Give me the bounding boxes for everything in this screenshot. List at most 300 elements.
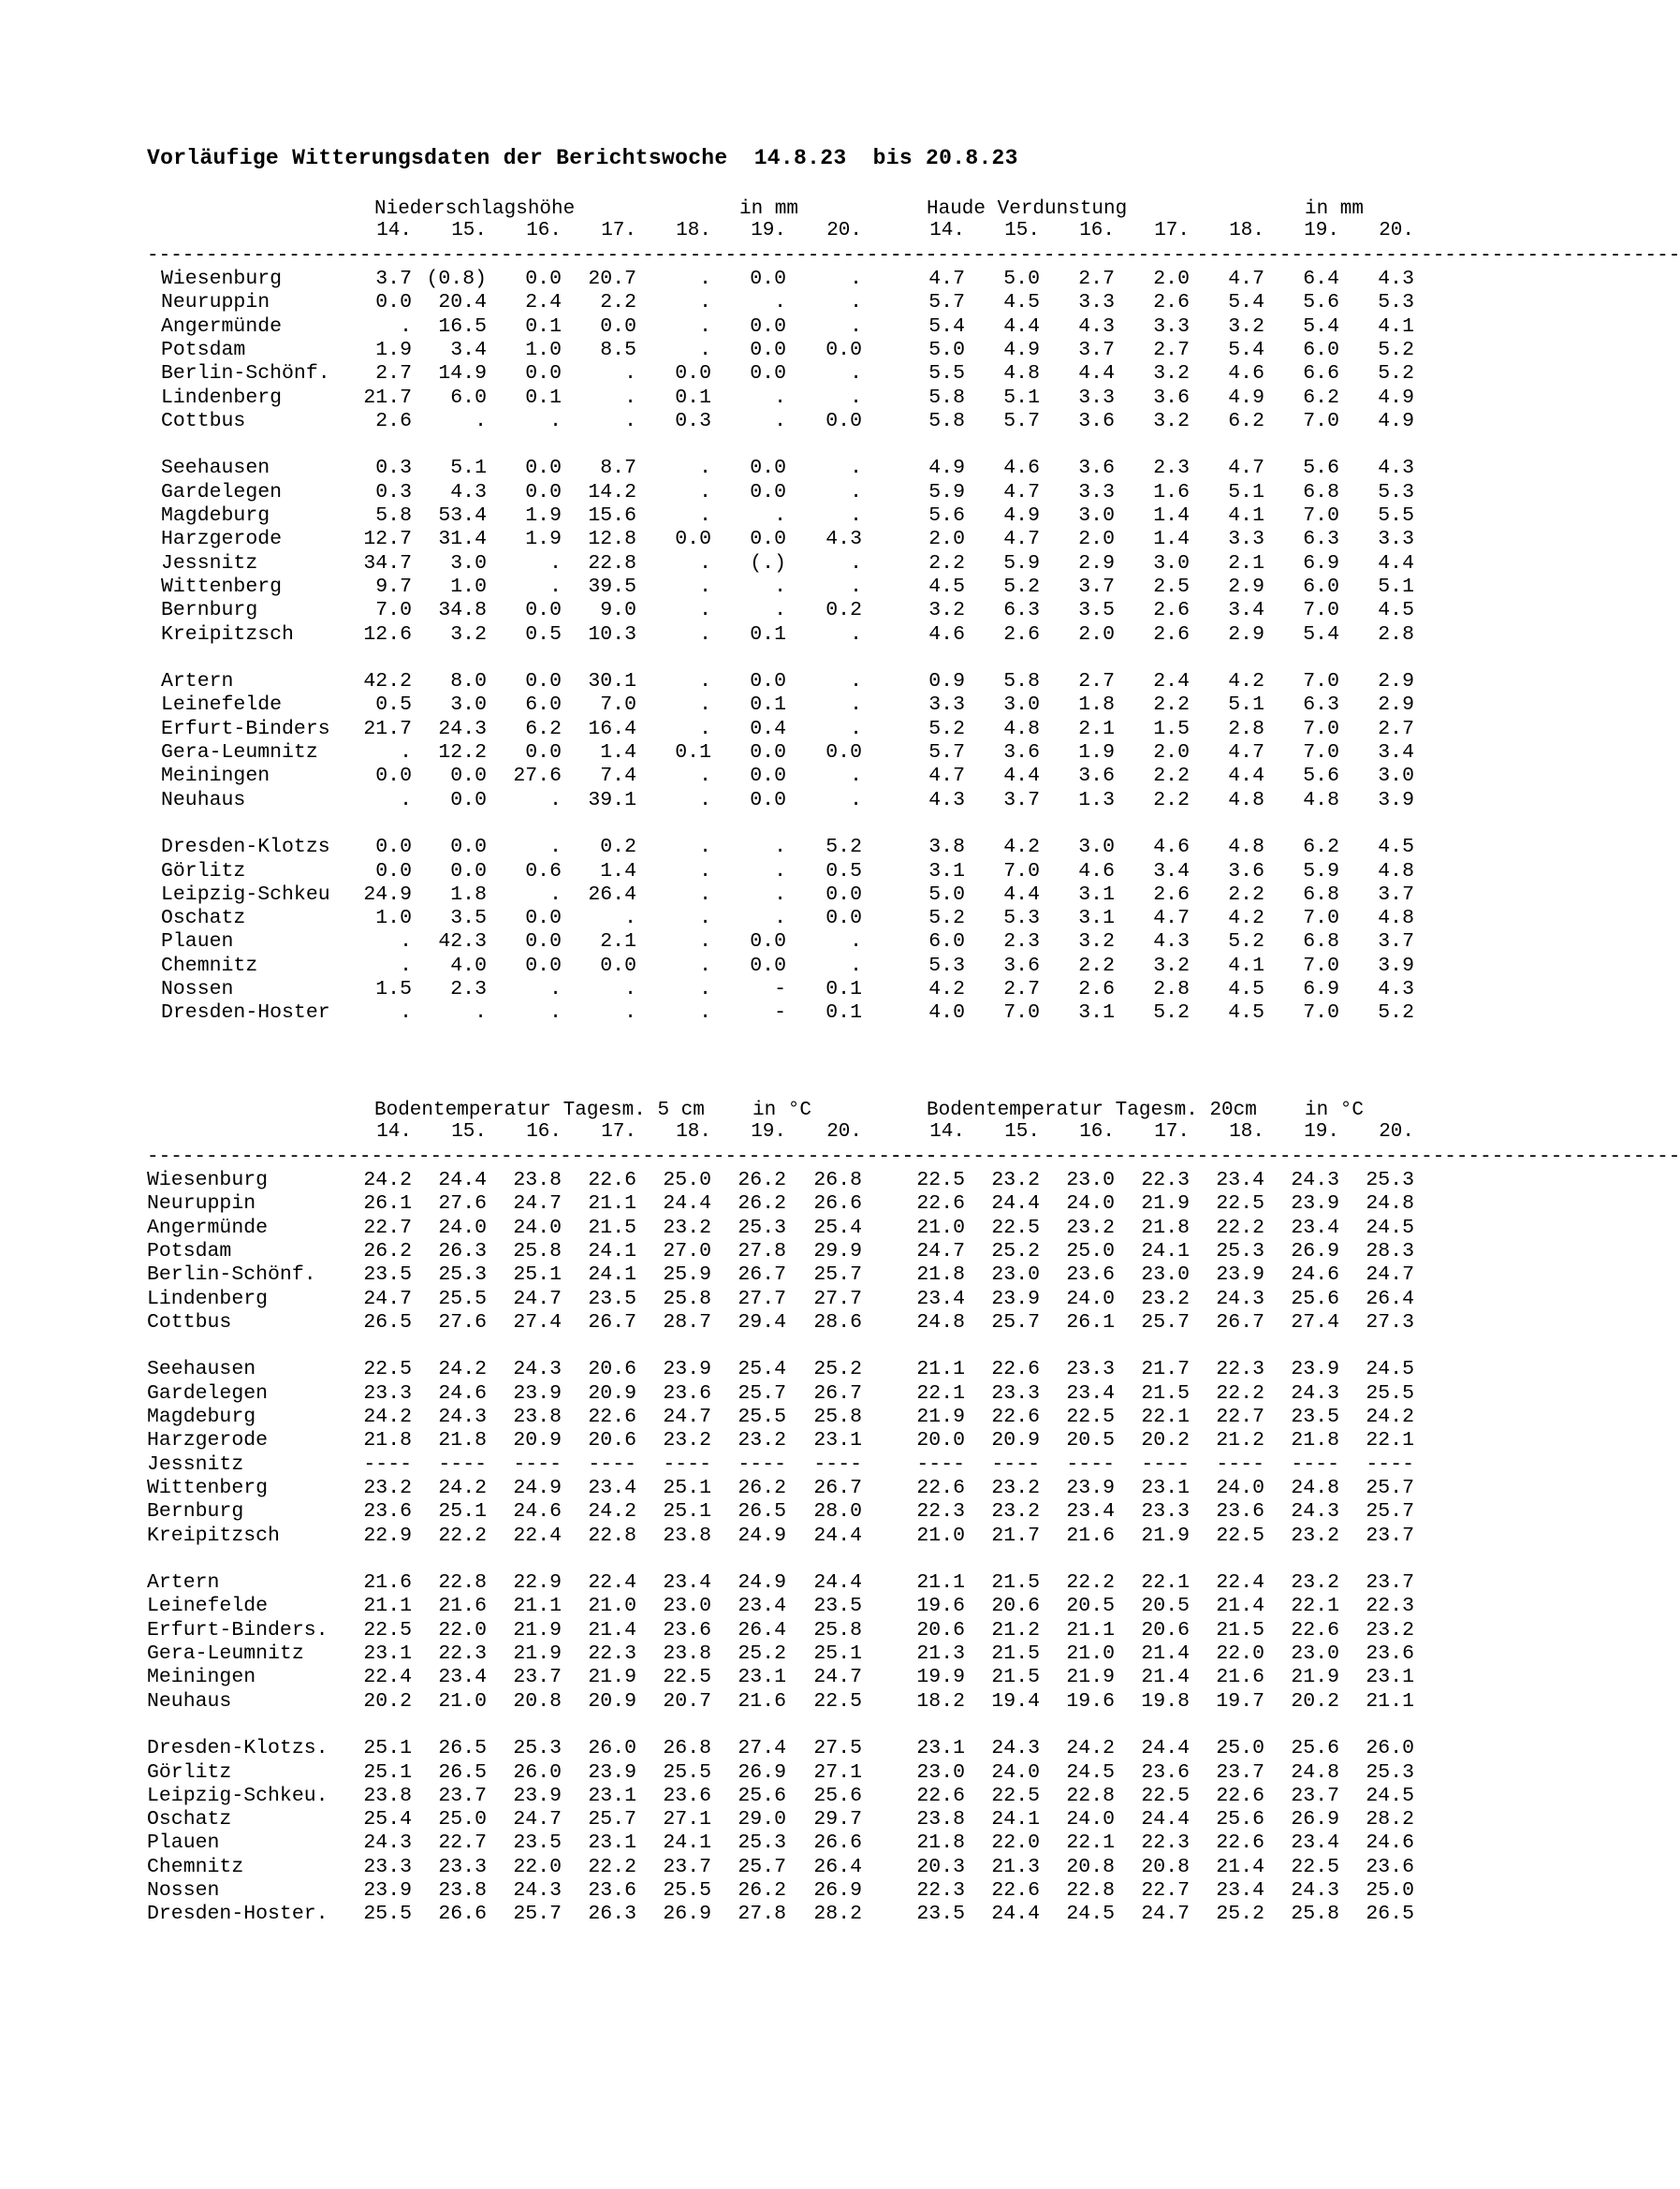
table-row	[0, 1903, 1548, 1926]
left-value-cell: 34.8	[438, 599, 487, 622]
right-value-cell: 3.6	[1003, 741, 1040, 764]
left-value-cell: 23.2	[663, 1429, 711, 1452]
right-value-cell: 24.5	[1366, 1784, 1414, 1807]
left-value-cell: 24.9	[363, 883, 412, 906]
station-name: Angermünde	[147, 1216, 269, 1239]
station-name: Gera-Leumnitz	[161, 741, 318, 764]
right-value-cell: 4.7	[1003, 480, 1040, 503]
left-value-cell: 24.9	[738, 1524, 786, 1547]
left-value-cell: 25.4	[813, 1216, 862, 1239]
left-value-cell: 7.4	[600, 765, 636, 788]
right-value-cell: 21.7	[1141, 1358, 1190, 1381]
station-name: Angermünde	[161, 314, 283, 338]
table-row	[0, 1263, 1548, 1287]
table-row	[0, 481, 1548, 504]
left-value-cell: .	[699, 314, 711, 338]
right-value-cell: 4.4	[1378, 551, 1414, 575]
left-value-cell: 25.5	[663, 1879, 711, 1902]
left-value-cell: 0.0	[675, 362, 711, 386]
left-value-cell: .	[699, 670, 711, 693]
right-value-cell: 20.2	[1141, 1429, 1190, 1452]
station-name: Harzgerode	[161, 528, 283, 551]
right-value-cell: 23.5	[1291, 1406, 1339, 1428]
right-value-cell: ----	[1141, 1452, 1190, 1476]
station-name: Oschatz	[147, 1808, 232, 1831]
left-value-cell: 29.9	[813, 1239, 862, 1262]
section1-right-rule: -------------------------------------------------------------------	[890, 245, 1680, 267]
left-value-cell: .	[774, 504, 786, 527]
right-value-cell: 4.1	[1228, 504, 1264, 527]
left-value-cell: .	[699, 788, 711, 811]
left-value-cell: 24.4	[813, 1524, 862, 1547]
left-value-cell: 25.7	[738, 1855, 786, 1878]
left-value-cell: .	[850, 622, 862, 646]
left-value-cell: 15.6	[588, 504, 636, 527]
right-value-cell: 5.0	[1003, 268, 1040, 290]
right-value-cell: 23.2	[991, 1476, 1040, 1499]
right-value-cell: 22.1	[1141, 1406, 1190, 1428]
table-row	[0, 741, 1548, 765]
left-value-cell: 22.5	[663, 1666, 711, 1689]
right-value-cell: 2.0	[1153, 268, 1190, 290]
left-value-cell: 24.3	[438, 1406, 487, 1428]
left-value-cell: 23.6	[363, 1500, 412, 1524]
left-value-cell: 20.8	[513, 1689, 562, 1713]
right-value-cell: 2.2	[928, 551, 965, 575]
left-value-cell: 0.1	[825, 978, 862, 1000]
left-value-cell: 27.4	[738, 1737, 786, 1760]
right-value-cell: 3.2	[1153, 954, 1190, 977]
left-value-cell: 0.0	[825, 907, 862, 930]
left-value-cell: 23.5	[513, 1831, 562, 1855]
left-value-cell: (.)	[750, 551, 786, 575]
left-value-cell: 34.7	[363, 551, 412, 575]
right-value-cell: 24.1	[1141, 1239, 1190, 1262]
right-value-cell: 24.4	[1141, 1737, 1190, 1760]
left-value-cell: .	[850, 551, 862, 575]
right-value-cell: 5.8	[928, 409, 965, 432]
right-value-cell: 4.9	[1378, 409, 1414, 432]
left-value-cell: 25.4	[738, 1358, 786, 1381]
left-value-cell: .	[699, 504, 711, 527]
station-name: Meiningen	[161, 765, 270, 788]
left-value-cell: 1.0	[450, 575, 487, 598]
left-value-cell: 0.6	[525, 859, 562, 883]
left-value-cell: 0.4	[750, 717, 786, 740]
left-value-cell: .	[850, 717, 862, 740]
right-value-cell: 4.7	[1228, 457, 1264, 480]
left-value-cell: 25.7	[813, 1263, 862, 1287]
left-value-cell: 21.7	[363, 386, 412, 409]
right-value-cell: 23.1	[1141, 1476, 1190, 1499]
left-value-cell: 22.2	[588, 1855, 636, 1878]
right-value-cell: 23.3	[1066, 1358, 1115, 1381]
station-name: Seehausen	[161, 457, 270, 480]
left-value-cell: 25.0	[663, 1169, 711, 1191]
right-value-cell: 23.0	[1291, 1642, 1339, 1665]
table-row	[0, 1406, 1548, 1429]
section1-right-day-18: 18.	[1229, 220, 1264, 241]
left-value-cell: 27.0	[663, 1239, 711, 1262]
right-value-cell: 23.9	[1216, 1263, 1264, 1287]
right-value-cell: 4.2	[1003, 836, 1040, 859]
table-row	[0, 1642, 1548, 1666]
right-value-cell: 24.4	[991, 1192, 1040, 1216]
left-value-cell: 23.6	[663, 1784, 711, 1807]
right-value-cell: 25.3	[1216, 1239, 1264, 1262]
station-name: Cottbus	[161, 409, 246, 432]
right-value-cell: 26.7	[1216, 1310, 1264, 1334]
left-value-cell: 25.7	[588, 1808, 636, 1831]
left-value-cell: 20.9	[588, 1689, 636, 1713]
left-value-cell: 16.5	[438, 314, 487, 338]
table-row	[0, 1240, 1548, 1263]
left-value-cell: 21.6	[738, 1689, 786, 1713]
section2-left-day-16: 16.	[526, 1121, 562, 1143]
right-value-cell: 4.5	[1228, 1001, 1264, 1025]
left-value-cell: .	[699, 693, 711, 717]
left-value-cell: 26.5	[438, 1737, 487, 1760]
station-name: Potsdam	[161, 338, 246, 361]
table-row	[0, 1690, 1548, 1714]
left-value-cell: 6.2	[525, 717, 562, 740]
right-value-cell: 6.0	[1303, 575, 1339, 598]
right-value-cell: 22.1	[1291, 1595, 1339, 1618]
left-value-cell: 0.5	[375, 693, 412, 717]
right-value-cell: 3.1	[1078, 1001, 1115, 1025]
station-name: Seehausen	[147, 1358, 256, 1381]
right-value-cell: 7.0	[1303, 1001, 1339, 1025]
left-value-cell: 26.2	[738, 1476, 786, 1499]
table-row	[0, 1477, 1548, 1500]
left-value-cell: 25.8	[813, 1406, 862, 1428]
left-value-cell: .	[850, 362, 862, 386]
left-value-cell: 0.5	[525, 622, 562, 646]
right-value-cell: 7.0	[1303, 741, 1339, 764]
right-value-cell: 5.1	[1228, 693, 1264, 717]
left-value-cell: 27.1	[813, 1760, 862, 1784]
right-value-cell: 6.3	[1003, 599, 1040, 622]
station-name: Dresden-Hoster.	[147, 1903, 329, 1926]
right-value-cell: 5.3	[1378, 291, 1414, 314]
right-value-cell: 2.4	[1153, 670, 1190, 693]
left-value-cell: 22.3	[438, 1642, 487, 1665]
left-value-cell: 21.6	[438, 1595, 487, 1618]
right-value-cell: 2.9	[1378, 670, 1414, 693]
right-value-cell: 26.9	[1291, 1239, 1339, 1262]
right-value-cell: ----	[1366, 1452, 1414, 1476]
right-value-cell: 5.3	[1378, 480, 1414, 503]
right-value-cell: 22.6	[916, 1192, 965, 1216]
station-name: Oschatz	[161, 907, 246, 930]
right-value-cell: 22.2	[1216, 1216, 1264, 1239]
right-value-cell: 21.9	[1291, 1666, 1339, 1689]
right-value-cell: 23.7	[1291, 1784, 1339, 1807]
right-value-cell: 22.5	[991, 1784, 1040, 1807]
left-value-cell: 23.5	[813, 1595, 862, 1618]
station-name: Lindenberg	[147, 1287, 269, 1310]
right-value-cell: 25.2	[1216, 1903, 1264, 1926]
table-row	[0, 1358, 1548, 1381]
left-value-cell: 27.1	[663, 1808, 711, 1831]
left-value-cell: 23.8	[513, 1406, 562, 1428]
left-value-cell: 24.7	[513, 1808, 562, 1831]
right-value-cell: 6.8	[1303, 480, 1339, 503]
left-value-cell: 23.9	[588, 1760, 636, 1784]
left-value-cell: 23.8	[663, 1642, 711, 1665]
right-value-cell: 2.9	[1378, 693, 1414, 717]
right-value-cell: 20.6	[916, 1618, 965, 1642]
left-value-cell: 22.0	[438, 1618, 487, 1642]
right-value-cell: 2.0	[928, 528, 965, 551]
left-value-cell: 25.3	[738, 1216, 786, 1239]
right-value-cell: 2.7	[1078, 268, 1115, 290]
right-value-cell: 4.6	[1003, 457, 1040, 480]
right-value-cell: 4.9	[1003, 504, 1040, 527]
right-value-cell: 4.3	[1078, 314, 1115, 338]
right-value-cell: 23.1	[916, 1737, 965, 1760]
left-value-cell: 26.4	[588, 883, 636, 906]
left-value-cell: 0.2	[600, 836, 636, 859]
left-value-cell: 21.9	[513, 1618, 562, 1642]
left-value-cell: .	[850, 504, 862, 527]
left-value-cell: 0.0	[750, 765, 786, 788]
right-value-cell: 5.3	[1003, 907, 1040, 930]
left-value-cell: 20.4	[438, 291, 487, 314]
left-value-cell: 22.0	[513, 1855, 562, 1878]
right-value-cell: 28.3	[1366, 1239, 1414, 1262]
left-value-cell: 0.0	[525, 599, 562, 622]
left-value-cell: 2.6	[375, 409, 412, 432]
left-value-cell: .	[699, 954, 711, 977]
right-value-cell: 25.6	[1291, 1737, 1339, 1760]
left-value-cell: 25.0	[438, 1808, 487, 1831]
left-value-cell: 25.3	[438, 1263, 487, 1287]
right-value-cell: 2.1	[1078, 717, 1115, 740]
right-value-cell: 2.5	[1153, 575, 1190, 598]
table-row	[0, 387, 1548, 410]
section1-right-day-17: 17.	[1154, 220, 1190, 241]
table-row	[0, 552, 1548, 576]
right-value-cell: 19.7	[1216, 1689, 1264, 1713]
right-value-cell: 7.0	[1303, 504, 1339, 527]
right-value-cell: 23.2	[1291, 1571, 1339, 1595]
left-value-cell: 0.1	[750, 622, 786, 646]
left-value-cell: 24.7	[513, 1287, 562, 1310]
right-value-cell: 5.9	[928, 480, 965, 503]
left-value-cell: 25.8	[663, 1287, 711, 1310]
table-row	[0, 457, 1548, 480]
left-value-cell: .	[699, 717, 711, 740]
left-value-cell: 30.1	[588, 670, 636, 693]
left-value-cell: .	[549, 1001, 562, 1025]
right-value-cell: 1.4	[1153, 504, 1190, 527]
left-value-cell: 26.0	[513, 1760, 562, 1784]
right-value-cell: 24.5	[1066, 1903, 1115, 1926]
section1-right-day-20: 20.	[1379, 220, 1414, 241]
left-value-cell: 3.0	[450, 551, 487, 575]
right-value-cell: 3.0	[1078, 504, 1115, 527]
right-value-cell: 21.9	[1141, 1524, 1190, 1547]
left-value-cell: 21.7	[363, 717, 412, 740]
right-value-cell: 22.5	[1291, 1855, 1339, 1878]
right-value-cell: 21.1	[1066, 1618, 1115, 1642]
left-value-cell: 0.1	[675, 741, 711, 764]
left-value-cell: 1.0	[525, 338, 562, 361]
left-value-cell: 26.7	[738, 1263, 786, 1287]
right-value-cell: 26.5	[1366, 1903, 1414, 1926]
right-value-cell: 2.7	[1078, 670, 1115, 693]
station-name: Nossen	[147, 1879, 220, 1902]
left-value-cell: 24.3	[513, 1879, 562, 1902]
right-value-cell: 3.7	[1378, 930, 1414, 954]
right-value-cell: 19.8	[1141, 1689, 1190, 1713]
right-value-cell: 4.7	[928, 268, 965, 290]
right-value-cell: 26.9	[1291, 1808, 1339, 1831]
left-value-cell: 0.0	[750, 480, 786, 503]
left-value-cell: 25.4	[363, 1808, 412, 1831]
right-value-cell: 25.0	[1366, 1879, 1414, 1902]
left-value-cell: .	[699, 622, 711, 646]
right-value-cell: 3.6	[1003, 954, 1040, 977]
left-value-cell: .	[850, 268, 862, 290]
left-value-cell: 27.6	[513, 765, 562, 788]
right-value-cell: 24.2	[1366, 1406, 1414, 1428]
right-value-cell: 22.6	[991, 1406, 1040, 1428]
right-value-cell: 2.0	[1078, 528, 1115, 551]
left-value-cell: 24.9	[513, 1476, 562, 1499]
right-value-cell: 22.5	[1216, 1192, 1264, 1216]
right-value-cell: 4.3	[1153, 930, 1190, 954]
left-value-cell: .	[549, 409, 562, 432]
table-row	[0, 291, 1548, 314]
right-value-cell: 22.7	[1216, 1406, 1264, 1428]
left-value-cell: 24.0	[513, 1216, 562, 1239]
table-row	[0, 1808, 1548, 1831]
right-value-cell: 5.2	[1153, 1001, 1190, 1025]
right-value-cell: 4.9	[928, 457, 965, 480]
left-value-cell: .	[850, 788, 862, 811]
table-row	[0, 765, 1548, 788]
right-value-cell: 22.1	[1366, 1429, 1414, 1452]
right-value-cell: 21.3	[916, 1642, 965, 1665]
right-value-cell: 23.1	[1366, 1666, 1414, 1689]
left-value-cell: 5.1	[450, 457, 487, 480]
left-value-cell: 0.0	[375, 836, 412, 859]
right-value-cell: 24.8	[916, 1310, 965, 1334]
station-name: Bernburg	[161, 599, 258, 622]
left-value-cell: 21.9	[588, 1666, 636, 1689]
right-value-cell: 19.4	[991, 1689, 1040, 1713]
right-value-cell: 4.5	[1003, 291, 1040, 314]
left-value-cell: 21.1	[513, 1595, 562, 1618]
station-name: Artern	[147, 1571, 220, 1595]
right-value-cell: 3.1	[1078, 907, 1115, 930]
right-value-cell: 5.3	[928, 954, 965, 977]
station-name: Chemnitz	[161, 954, 258, 977]
left-value-cell: 0.0	[750, 457, 786, 480]
right-value-cell: 5.9	[1303, 859, 1339, 883]
right-value-cell: 7.0	[1303, 907, 1339, 930]
left-value-cell: 25.1	[663, 1500, 711, 1524]
left-value-cell: .	[549, 978, 562, 1000]
left-value-cell: 2.3	[450, 978, 487, 1000]
left-value-cell: 8.7	[600, 457, 636, 480]
left-value-cell: 26.0	[588, 1737, 636, 1760]
table-row	[0, 836, 1548, 859]
right-value-cell: 2.2	[1153, 693, 1190, 717]
table-row	[0, 1737, 1548, 1760]
right-value-cell: 24.6	[1291, 1263, 1339, 1287]
right-value-cell: 23.0	[916, 1760, 965, 1784]
left-value-cell: 25.3	[513, 1737, 562, 1760]
right-value-cell: 22.6	[1216, 1831, 1264, 1855]
station-name: Berlin-Schönf.	[161, 362, 330, 386]
section1-right-day-16: 16.	[1079, 220, 1115, 241]
right-value-cell: 5.2	[1378, 1001, 1414, 1025]
right-value-cell: 24.0	[991, 1760, 1040, 1784]
table-row	[0, 1879, 1548, 1903]
left-value-cell: 27.4	[513, 1310, 562, 1334]
right-value-cell: 2.1	[1228, 551, 1264, 575]
left-value-cell: 26.3	[438, 1239, 487, 1262]
left-value-cell: 42.2	[363, 670, 412, 693]
right-value-cell: 2.7	[1003, 978, 1040, 1000]
left-value-cell: 21.8	[438, 1429, 487, 1452]
right-value-cell: 5.8	[928, 386, 965, 409]
left-value-cell: .	[699, 291, 711, 314]
left-value-cell: 23.3	[438, 1855, 487, 1878]
right-value-cell: 6.2	[1303, 836, 1339, 859]
left-value-cell: 0.0	[525, 670, 562, 693]
left-value-cell: ----	[588, 1452, 636, 1476]
left-value-cell: 25.1	[813, 1642, 862, 1665]
table-row	[0, 1169, 1548, 1192]
left-value-cell: 1.9	[525, 504, 562, 527]
left-value-cell: 27.6	[438, 1192, 487, 1216]
section2-left-day-14: 14.	[376, 1121, 412, 1143]
table-row	[0, 1217, 1548, 1240]
right-value-cell: 4.9	[1003, 338, 1040, 361]
left-value-cell: 0.0	[825, 883, 862, 906]
right-value-cell: 1.3	[1078, 788, 1115, 811]
section2-right-day-15: 15.	[1004, 1121, 1040, 1143]
left-value-cell: 23.5	[588, 1287, 636, 1310]
left-value-cell: .	[699, 859, 711, 883]
left-value-cell: .	[850, 480, 862, 503]
table-row	[0, 504, 1548, 528]
right-value-cell: 5.2	[1003, 575, 1040, 598]
right-value-cell: 24.3	[1291, 1169, 1339, 1191]
left-value-cell: .	[699, 930, 711, 954]
right-value-cell: 3.0	[1078, 836, 1115, 859]
right-value-cell: 4.8	[1003, 717, 1040, 740]
right-value-cell: 4.8	[1378, 859, 1414, 883]
left-value-cell: 25.2	[738, 1642, 786, 1665]
right-value-cell: 4.7	[1003, 528, 1040, 551]
right-value-cell: 2.8	[1378, 622, 1414, 646]
station-name: Gardelegen	[147, 1381, 269, 1405]
left-value-cell: 26.6	[438, 1903, 487, 1926]
left-value-cell: 26.2	[738, 1879, 786, 1902]
left-value-cell: .	[699, 575, 711, 598]
left-value-cell: 23.9	[663, 1358, 711, 1381]
left-value-cell: 0.3	[675, 409, 711, 432]
left-value-cell: 25.5	[663, 1760, 711, 1784]
right-value-cell: 21.3	[991, 1855, 1040, 1878]
right-value-cell: 24.2	[1066, 1737, 1115, 1760]
right-value-cell: 5.7	[1003, 409, 1040, 432]
